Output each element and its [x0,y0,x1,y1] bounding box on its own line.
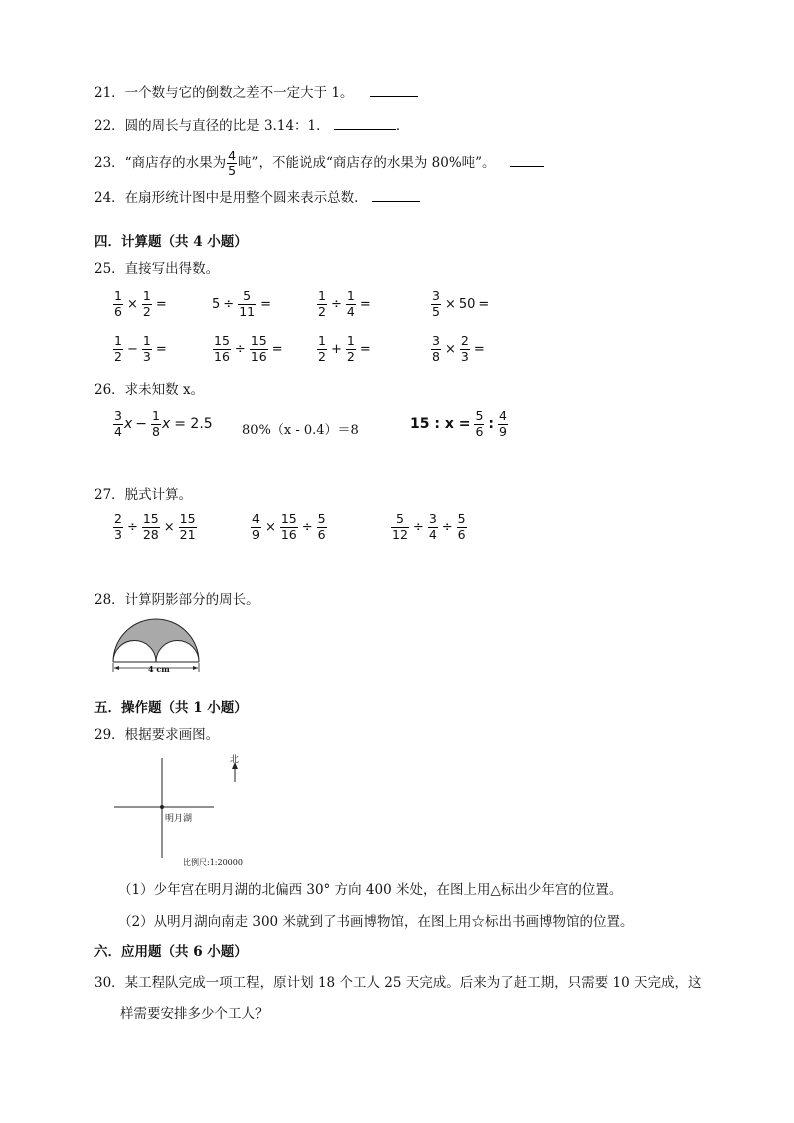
expression-1: $\frac{2}{3}$ ÷ $\frac{15}{28}$ × $\frac{15}{21}$ [114,511,196,542]
section-6-title: 六．应用题（共 6 小题） [94,944,248,960]
calc-item: $\frac{3}{8}$ × $\frac{2}{3}$ = [432,333,485,364]
calc-item: 5 ÷ $\frac{5}{11}$ = [212,288,271,319]
question-21 [94,82,418,103]
calc-item: $\frac{1}{2}$ ÷ $\frac{1}{4}$ = [318,288,371,319]
calc-item: $\frac{1}{2}$ − $\frac{1}{3}$ = [114,333,167,364]
lake-label: 明月湖 [165,814,193,824]
arrow-right-icon [193,666,198,670]
question-25-title: 25．直接写出得数。 [94,261,220,277]
dimension-label: 4 cm [148,664,170,674]
answer-blank[interactable] [334,115,396,130]
question-28-title: 28．计算阴影部分的周长。 [94,592,260,608]
section-4-title: 四．计算题（共 4 小题） [94,234,248,250]
question-22-text: 22．圆的周长与直径的比是 3.14：1． [94,118,330,134]
question-27-title: 27．脱式计算。 [94,487,193,503]
expression-3: $\frac{5}{12}$ ÷ $\frac{3}{4}$ ÷ $\frac{5}{6}$ [392,511,466,542]
calc-item: $\frac{1}{2}$ + $\frac{1}{2}$ = [318,333,371,364]
question-30-line-1: 30．某工程队完成一项工程，原计划 18 个工人 25 天完成。后来为了赶工期，只需要 10 天完成，这 [94,975,702,991]
equation-1: $\frac{3}{4}$ x − $\frac{1}{8}$ x = 2.5 [114,408,213,439]
question-26-title: 26．求未知数 x。 [94,382,205,398]
calc-item: $\frac{3}{5}$ × 50 = [432,288,490,319]
question-24-text: 24．在扇形统计图中是用整个圆来表示总数． [94,190,368,206]
section-5-title: 五．操作题（共 1 小题） [94,700,248,716]
answer-blank[interactable] [370,82,418,97]
question-22 [94,115,409,136]
origin-point [160,805,164,809]
calc-item: $\frac{15}{16}$ ÷ $\frac{15}{16}$ = [214,333,283,364]
question-23 [94,148,544,178]
question-29-sub-1: （1）少年宫在明月湖的北偏西 30° 方向 400 米处，在图上用△标出少年宫的位置。 [118,882,623,898]
scale-label: 比例尺:1:20000 [183,858,243,867]
calc-item: $\frac{1}{6}$ × $\frac{1}{2}$ = [114,288,167,319]
answer-blank[interactable] [372,187,420,202]
question-23-pre: 23．“商店存的水果为 [94,155,227,171]
arrow-left-icon [114,666,119,670]
question-30-line-2: 样需要安排多少个工人？ [120,1006,269,1022]
question-29-sub-2: （2）从明月湖向南走 300 米就到了书画博物馆，在图上用☆标出书画博物馆的位置。 [118,914,634,930]
question-24 [94,187,420,208]
question-21-text: 21．一个数与它的倒数之差不一定大于 1。 [94,85,354,101]
fraction: $\frac{4}{5}$ [228,147,237,178]
shaded-region [113,619,199,662]
expression-2: $\frac{4}{9}$ × $\frac{15}{16}$ ÷ $\frac{5}{6}$ [252,511,326,542]
question-22-end: ． [395,118,410,134]
question-23-post: 吨”，不能说成“商店存的水果为 80%吨”。 [238,155,496,171]
map-axes-figure [108,750,258,862]
equation-2: 80%（x - 0.4）＝8 [242,423,359,438]
answer-blank[interactable] [510,152,544,167]
equation-3: 15 : x = $\frac{5}{6}$ : $\frac{4}{9}$ [410,408,507,439]
north-label: 北 [230,755,240,765]
question-29-title: 29．根据要求画图。 [94,727,220,743]
